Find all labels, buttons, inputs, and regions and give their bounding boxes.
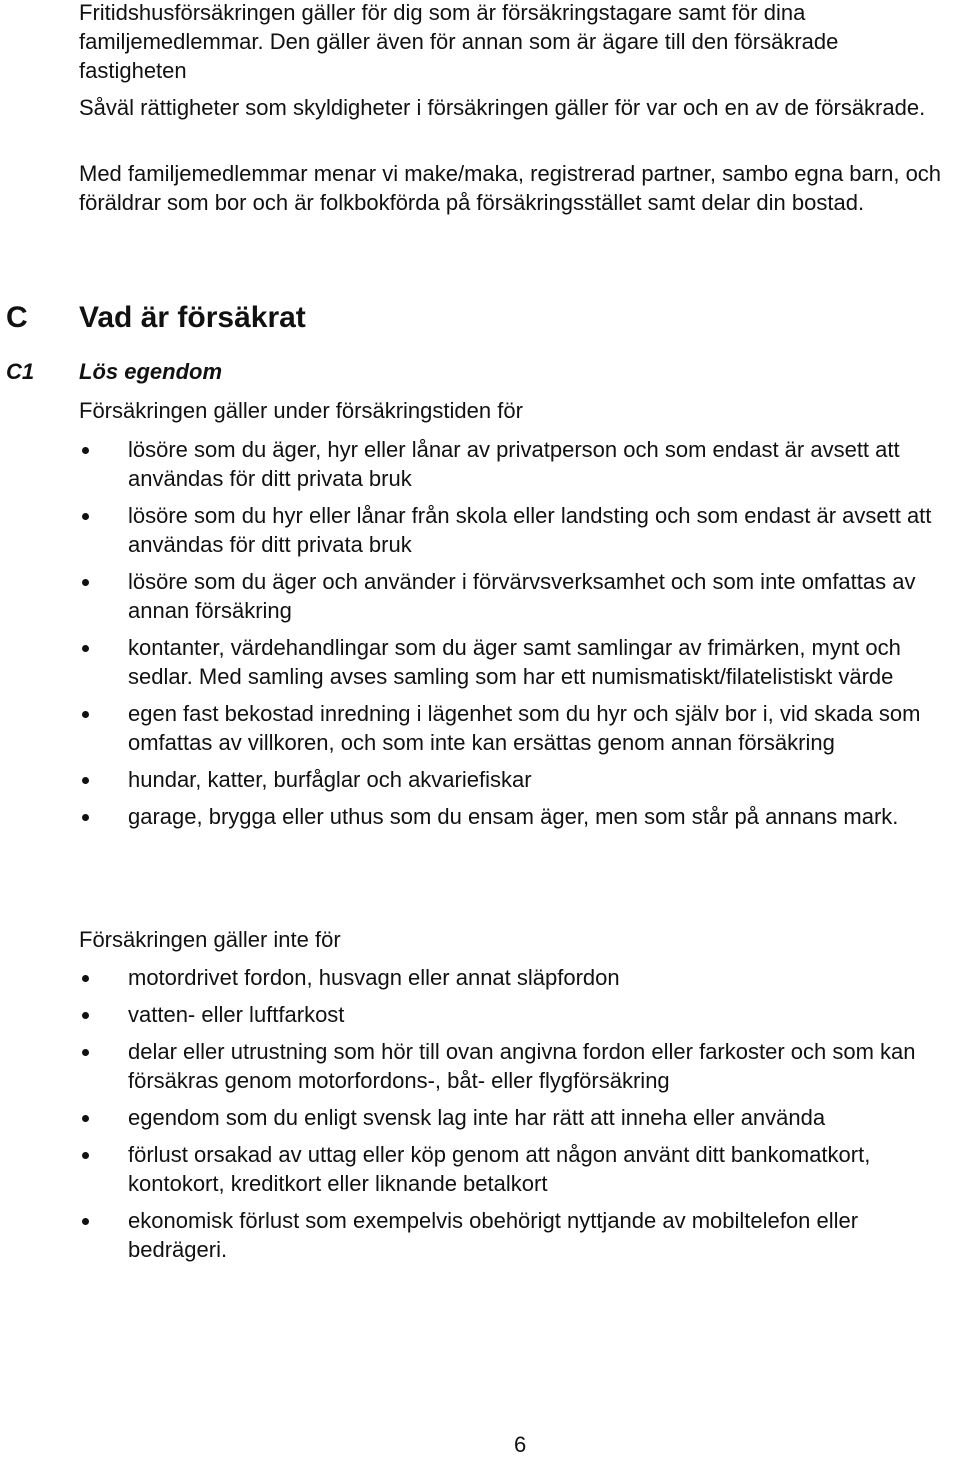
page-number: 6 [514,1432,527,1457]
bullet-icon [82,447,89,454]
list-item: kontanter, värdehandlingar som du äger samt samlingar av frimärken, mynt och sedlar. Med samling avses samling som har ett numismatiskt/filatelistiskt värde [79,633,959,691]
list-item: egendom som du enligt svensk lag inte har rätt att inneha eller använda [79,1103,959,1132]
bullet-icon [82,1152,89,1159]
bullet-icon [82,711,89,718]
excluded-list [79,963,959,1272]
bullet-icon [82,1012,89,1019]
bullet-icon [82,513,89,520]
subsection-title: Lös egendom [79,359,223,384]
intro-paragraph-2: Såväl rättigheter som skyldigheter i försäkringen gäller för var och en av de försäkrade. [79,95,926,120]
list-item: garage, brygga eller uthus som du ensam äger, men som står på annans mark. [79,802,959,831]
list-item: lösöre som du äger, hyr eller lånar av privatperson och som endast är avsett att användas för ditt privata bruk [79,435,959,493]
intro-paragraph-3: Med familjemedlemmar menar vi make/maka, registrerad partner, sambo egna barn, och föräldrar som bor och är folkbokförda på försäkringsstället samt delar din bostad. [79,161,942,215]
intro-paragraph-1: Fritidshusförsäkringen gäller för dig som är försäkringstagare samt för dina familjemedlemmar. Den gäller även för annan som är ägare till den försäkrade fastigheten [79,0,839,83]
bullet-icon [82,1049,89,1056]
section-title: Vad är försäkrat [79,301,306,334]
list-item: lösöre som du hyr eller lånar från skola eller landsting och som endast är avsett att användas för ditt privata bruk [79,501,959,559]
section-letter: C [6,301,28,334]
list-item: egen fast bekostad inredning i lägenhet som du hyr och själv bor i, vid skada som omfattas av villkoren, och som inte kan ersättas genom annan försäkring [79,699,959,757]
list-item: hundar, katter, burfåglar och akvariefiskar [79,765,959,794]
covered-intro: Försäkringen gäller under försäkringstiden för [79,398,523,423]
covered-list [79,435,959,839]
list-item: vatten- eller luftfarkost [79,1000,959,1029]
subsection-letter: C1 [6,359,35,384]
bullet-icon [82,777,89,784]
list-item: lösöre som du äger och använder i förvärvsverksamhet och som inte omfattas av annan försäkring [79,567,959,625]
bullet-icon [82,975,89,982]
list-item: ekonomisk förlust som exempelvis obehörigt nyttjande av mobiltelefon eller bedrägeri. [79,1206,959,1264]
excluded-intro: Försäkringen gäller inte för [79,927,341,952]
list-item: delar eller utrustning som hör till ovan angivna fordon eller farkoster och som kan försäkras genom motorfordons-, båt- eller flygförsäkring [79,1037,959,1095]
list-item: förlust orsakad av uttag eller köp genom att någon använt ditt bankomatkort, kontokort, kreditkort eller liknande betalkort [79,1140,959,1198]
bullet-icon [82,579,89,586]
bullet-icon [82,645,89,652]
bullet-icon [82,814,89,821]
bullet-icon [82,1115,89,1122]
list-item: motordrivet fordon, husvagn eller annat släpfordon [79,963,959,992]
bullet-icon [82,1218,89,1225]
